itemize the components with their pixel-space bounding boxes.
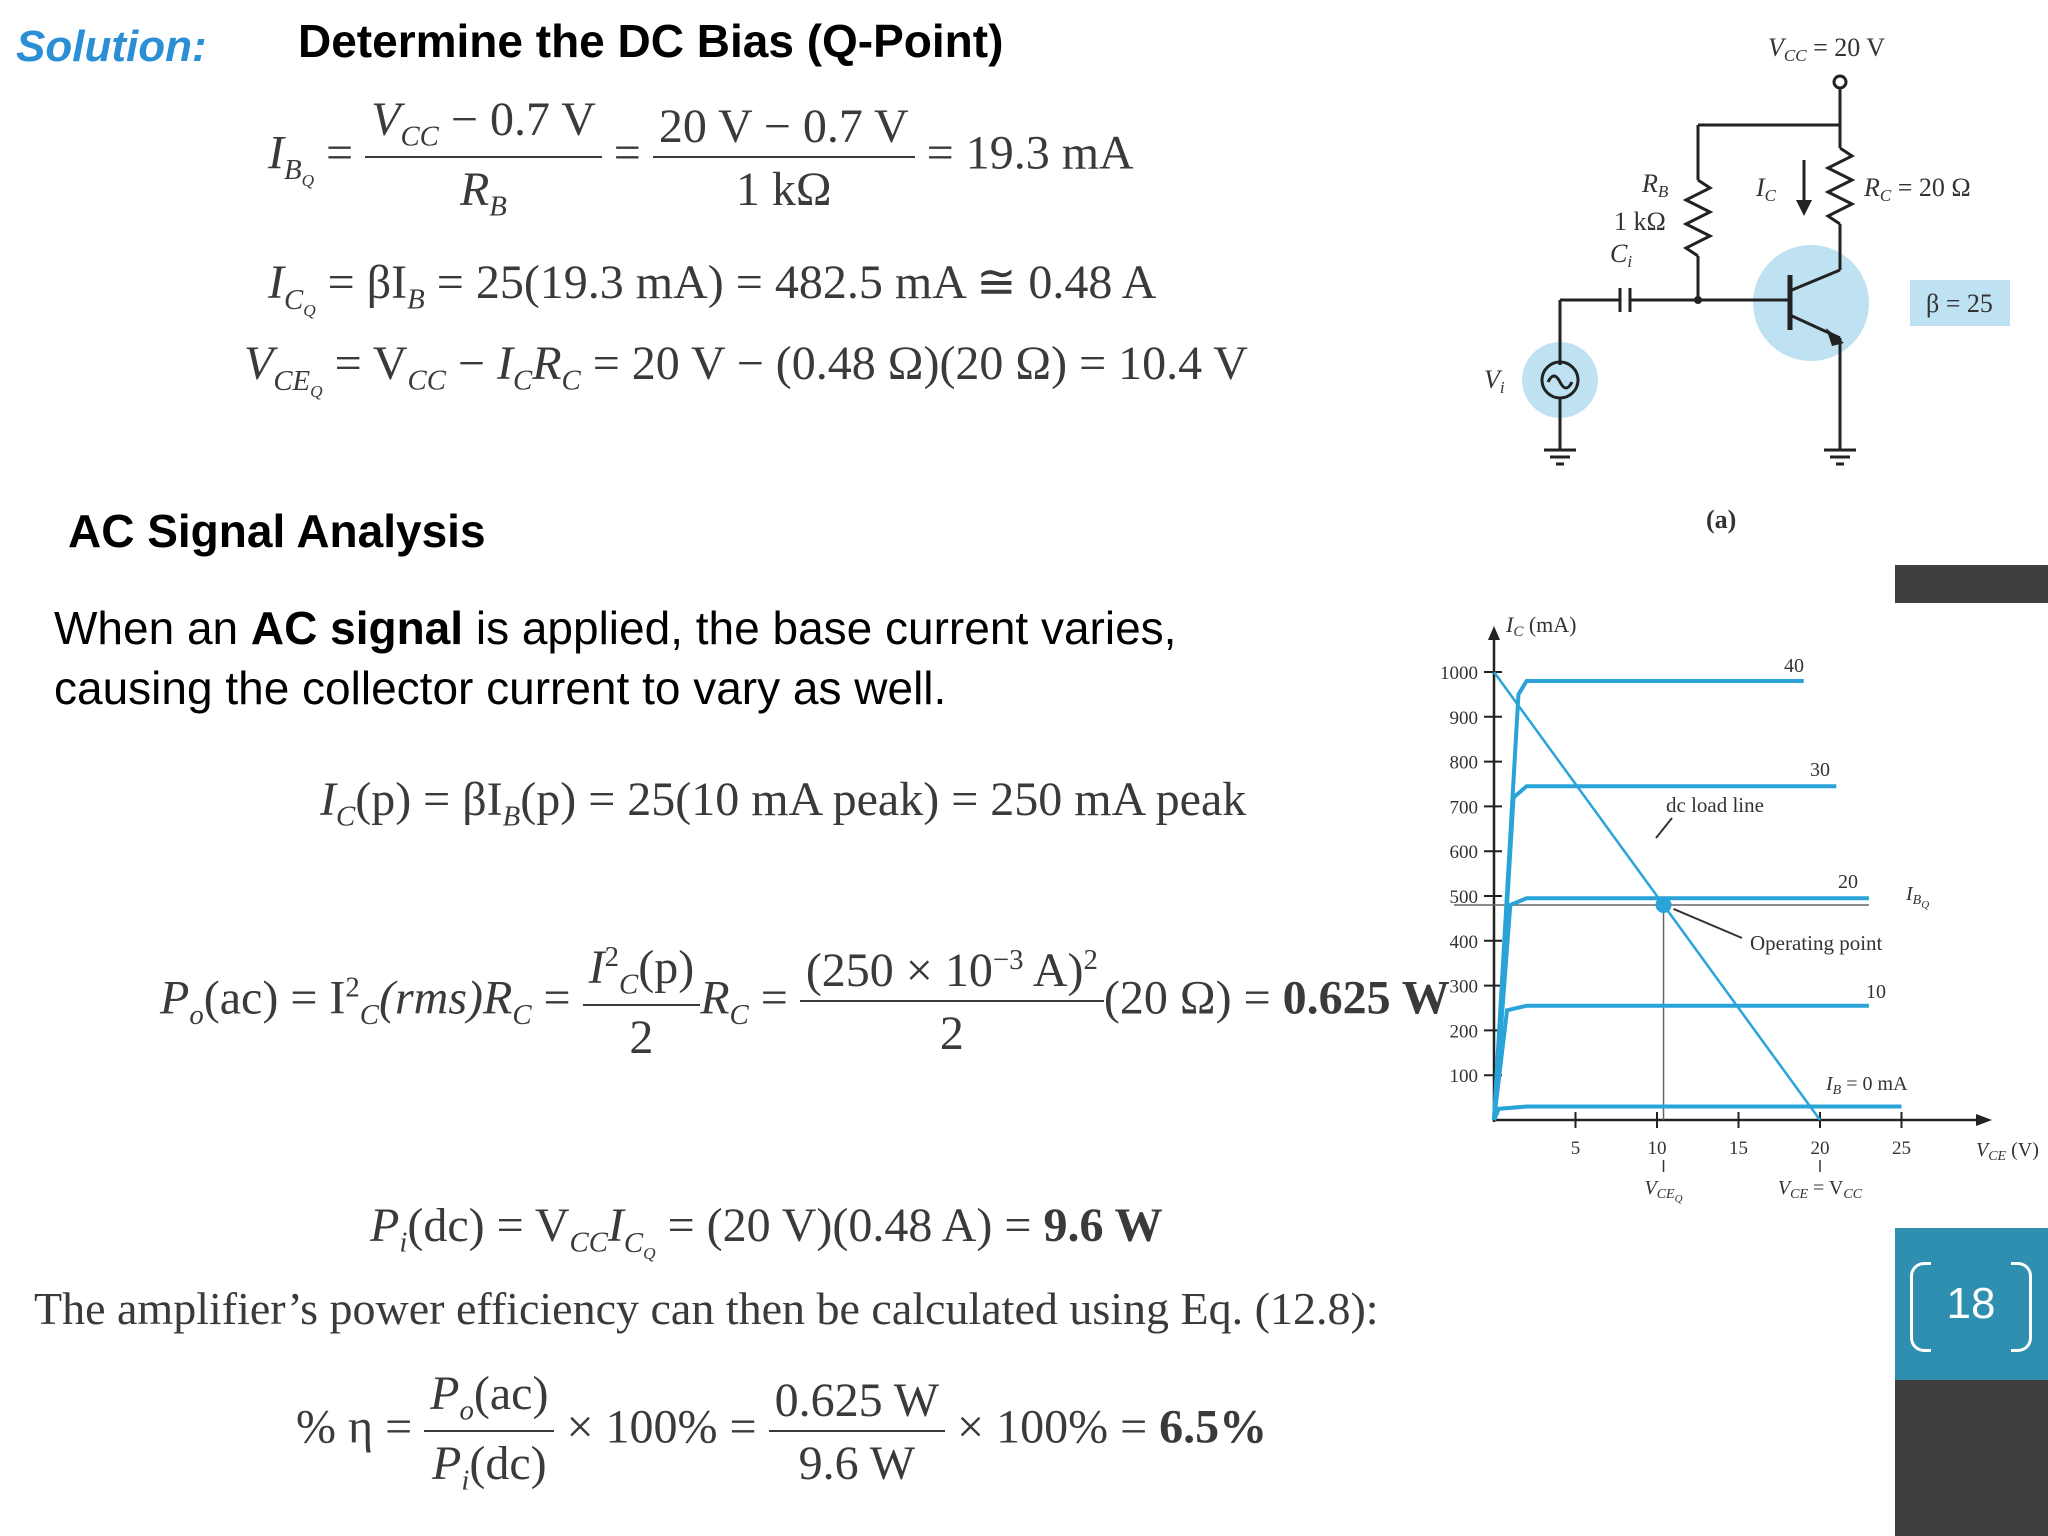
ib-subsub: Q — [301, 170, 315, 190]
x-axis-arrow-icon — [1976, 1114, 1992, 1126]
rb-label: RB — [1642, 169, 1669, 201]
curve-label-30: 30 — [1810, 759, 1830, 781]
x-tick-label: 20 — [1810, 1138, 1830, 1159]
y-tick-label: 1000 — [1440, 663, 1478, 684]
ib-zero-label: $I_B = 0$ mA — [1826, 1073, 1908, 1098]
rb-value: 1 kΩ — [1614, 207, 1666, 236]
operating-point-label: Operating point — [1750, 931, 1883, 955]
rc-label: RC = 20 Ω — [1864, 173, 1971, 205]
right-brace-icon — [2011, 1262, 2032, 1352]
icp-rest: (p) = 25(10 mA peak) = 250 mA peak — [520, 773, 1247, 826]
efficiency-text: The amplifier’s power efficiency can then be calculated using Eq. (12.8): — [34, 1283, 1379, 1334]
circuit-caption: (a) — [1706, 505, 1737, 534]
eta-tail: × 100% = — [957, 1400, 1160, 1454]
characteristic-chart — [1420, 600, 2048, 1220]
load-line-label: dc load line — [1666, 793, 1764, 817]
page-number-badge — [1910, 1262, 2032, 1346]
ib-fraction-1 — [365, 92, 602, 223]
x-tick-label: 5 — [1570, 1138, 1581, 1159]
y-tick-label: 300 — [1449, 976, 1478, 998]
curve-label-10: 10 — [1866, 981, 1886, 1003]
eta-den1: (dc) — [469, 1436, 547, 1490]
amplifier-circuit-diagram — [1460, 20, 2040, 560]
x-tick-label: 15 — [1729, 1138, 1748, 1159]
ac-section-text — [54, 598, 1234, 718]
ac-text-after: is applied, the base current varies, causing the collector current to vary as well. — [54, 602, 1177, 714]
ib-curve-40 — [1494, 681, 1804, 1120]
pidc-result: 9.6 W — [1043, 1199, 1163, 1252]
poac-num2-end: A) — [1023, 944, 1084, 998]
ib-num1: V — [371, 93, 401, 146]
x-tick-label: 10 — [1647, 1138, 1667, 1159]
eta-num2: 0.625 W — [769, 1373, 945, 1432]
eta-result: 6.5% — [1159, 1400, 1268, 1454]
poac-frac-num: (p) — [638, 941, 695, 994]
poac-result: 0.625 W — [1282, 971, 1450, 1025]
poac-lhs: (ac) = I — [203, 971, 346, 1025]
solution-label: Solution: — [16, 22, 207, 71]
poac-num2: (250 × 10 — [805, 944, 993, 998]
equation-vce: $V_{CE_Q} = V_{CC} - I_CR_C = 20$ V − (0.48 Ω)(20 Ω) = 10.4 V — [244, 337, 1248, 401]
eta-mid: × 100% = — [566, 1400, 757, 1454]
ac-section-heading: AC Signal Analysis — [68, 505, 486, 557]
vce-equals-vcc-label: $V_{CE} = V_{CC}$ — [1777, 1177, 1863, 1202]
y-tick-label: 500 — [1449, 887, 1478, 908]
ac-text-before: When an — [54, 602, 251, 654]
equation-ib: $I_{B_Q}$ = $\frac{V_{CC} - 0.7 V}{R_B}$ = $\frac{20 V - 0.7 V}{1 k\Omega}$ = 19.3 mA — [268, 93, 1134, 223]
icp-expr: (p) = βI — [355, 773, 503, 826]
ib-symbol: I — [268, 126, 284, 180]
eta-fraction-2 — [769, 1373, 945, 1491]
transistor-highlight — [1753, 245, 1869, 361]
equation-ic: $I_{C_Q} = \beta I_B = 25(19.3$ mA) = 482.5 mA ≅ 0.48 A — [268, 256, 1157, 320]
ib-fraction-2 — [653, 99, 915, 217]
decorative-bar-top — [1895, 565, 2048, 603]
poac-tail: (20 Ω) = — [1103, 971, 1283, 1025]
ib-result: = 19.3 mA — [926, 126, 1134, 180]
poac-fraction-2: $\frac{(250 \times 10^{-3} A)^2}{2}$ — [800, 943, 1104, 1061]
poac-den2: 2 — [939, 1007, 964, 1061]
y-tick-label: 200 — [1449, 1021, 1478, 1043]
page-title: Determine the DC Bias (Q-Point) — [298, 15, 1004, 67]
y-tick-label: 100 — [1449, 1066, 1478, 1088]
decorative-bar-bottom — [1895, 1380, 2048, 1536]
ib-curve-I-B-0-mA — [1494, 1107, 1902, 1120]
ib-den2: 1 kΩ — [735, 162, 832, 216]
ac-text-bold: AC signal — [250, 602, 464, 654]
ic-expr: = βI — [327, 256, 408, 309]
vce-tail: = 20 V − (0.48 Ω)(20 Ω) = 10.4 V — [580, 337, 1248, 390]
rb-resistor — [1686, 180, 1710, 256]
equation-icp: $I_C(p) = \beta I_B(p) = 25(10$ mA peak) = 250 mA peak — [320, 773, 1247, 833]
eta-lhs: % η = — [296, 1400, 413, 1454]
ic-arrow-icon — [1796, 200, 1812, 216]
ib-sub: B — [283, 154, 302, 187]
rc-resistor — [1828, 148, 1852, 224]
ib-num1-sub: CC — [400, 120, 439, 153]
load-line-pointer — [1656, 818, 1672, 838]
ib-num1-rest: − 0.7 V — [438, 93, 596, 146]
y-axis-label: IC (mA) — [1506, 612, 1577, 640]
y-tick-label: 600 — [1449, 842, 1478, 864]
y-tick-label: 700 — [1449, 797, 1478, 819]
dc-load-line — [1494, 672, 1820, 1120]
eta-num1: (ac) — [473, 1367, 549, 1420]
vceq-label: $V_{CEQ}$ — [1644, 1177, 1683, 1205]
equation-pidc: $P_i(dc) = V_{CC}I_{C_Q} = (20$ V)(0.48 A) = 9.6 W — [370, 1199, 1163, 1263]
pidc-rest: = (20 V)(0.48 A) = — [655, 1199, 1044, 1252]
vi-label: Vi — [1484, 365, 1505, 397]
eta-den2: 9.6 W — [798, 1436, 916, 1490]
x-axis-label: $V_{CE}$ (V) — [1976, 1139, 2039, 1164]
curve-label-40: 40 — [1784, 655, 1804, 677]
y-tick-label: 400 — [1449, 931, 1478, 953]
ibq-label: $I_{BQ}$ — [1906, 883, 1930, 911]
poac-rms: (rms)R — [379, 971, 513, 1025]
ic-label: IC — [1756, 173, 1777, 205]
vcc-label: VCC = 20 V — [1768, 33, 1886, 65]
ic-rest: = 25(19.3 mA) = 482.5 mA ≅ 0.48 A — [424, 256, 1157, 309]
pidc-lhs: (dc) = V — [407, 1199, 570, 1252]
ci-label: Ci — [1610, 239, 1633, 271]
ib-curve-10 — [1494, 1006, 1869, 1120]
x-tick-label: 25 — [1892, 1138, 1911, 1159]
curve-label-20: 20 — [1838, 871, 1858, 893]
ib-den1-sub: B — [489, 190, 507, 223]
y-tick-label: 900 — [1449, 707, 1478, 729]
vcc-terminal — [1834, 76, 1846, 88]
page-number: 18 — [1946, 1279, 1996, 1328]
ib-num2: 20 V − 0.7 V — [653, 99, 915, 158]
eta-fraction-1: $\frac{P_o(ac)}{P_i(dc)}$ — [424, 1366, 554, 1497]
poac-frac-den: 2 — [629, 1010, 654, 1064]
poac-exp: −3 — [992, 944, 1024, 977]
y-tick-label: 800 — [1449, 752, 1478, 774]
y-axis-arrow-icon — [1488, 626, 1500, 640]
equation-eta — [296, 1366, 1267, 1497]
operating-point-marker — [1658, 899, 1670, 911]
ib-den1: R — [459, 162, 490, 216]
beta-label: β = 25 — [1926, 289, 1993, 318]
poac-fraction-1: $\frac{I^2_C(p)}{2}$ — [583, 940, 701, 1065]
left-brace-icon — [1910, 1262, 1931, 1352]
vce-expr: = V — [322, 337, 408, 390]
equation-poac: $P_o(ac) = I^2_C(rms)R_C$ = $\frac{I^2_C(p)}{2}$ $R_C$ = $\frac{(250 \times 10^{-3} A)^2}{2}$ (20 Ω) = 0.625 W — [160, 941, 1450, 1064]
